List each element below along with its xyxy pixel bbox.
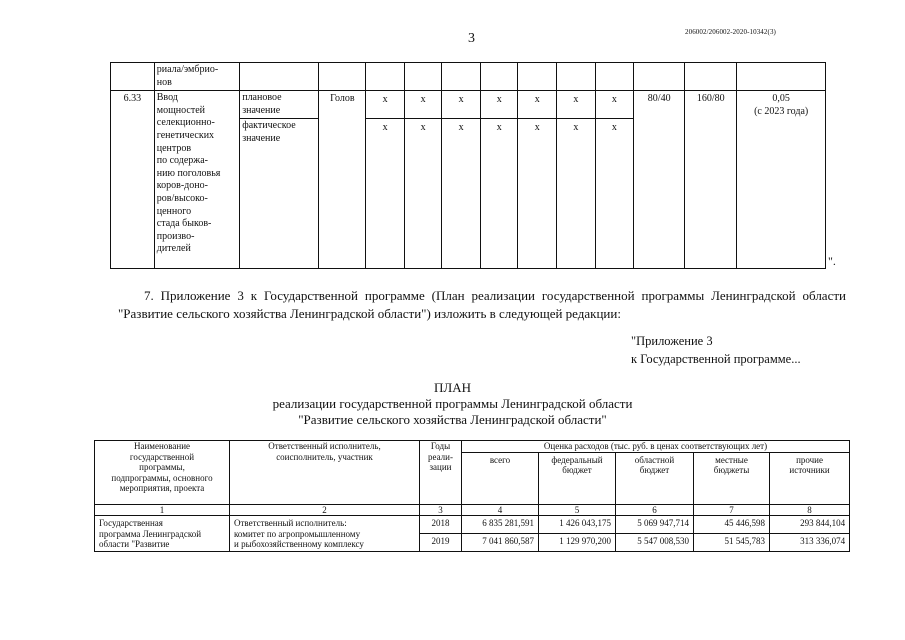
regional-cell: 5 069 947,714 xyxy=(616,516,694,534)
appendix-line-2: к Государственной программе... xyxy=(631,351,801,366)
column-number-row xyxy=(95,504,850,516)
table-row xyxy=(111,63,826,91)
value-a: 80/40 xyxy=(634,91,685,269)
appendix-line-1: "Приложение 3 xyxy=(631,334,713,348)
column-number: 4 xyxy=(462,504,539,516)
x-mark: х xyxy=(557,119,596,269)
row-number: 6.33 xyxy=(111,91,155,269)
plan-subtitle: реализации государственной программы Ленинградской области xyxy=(272,396,633,411)
column-number: 1 xyxy=(95,504,230,516)
fact-label: фактическое значение xyxy=(240,119,319,269)
plan-program-name: "Развитие сельского хозяйства Ленинградской области" xyxy=(298,412,607,427)
program-name: Государственная программа Ленинградской области "Развитие xyxy=(95,516,230,552)
value-b: 160/80 xyxy=(685,91,737,269)
x-mark: х xyxy=(442,91,481,119)
year-cell: 2018 xyxy=(420,516,462,534)
x-mark: х xyxy=(518,91,557,119)
table-row xyxy=(95,516,850,534)
amendment-paragraph: 7. Приложение 3 к Государственной программе (План реализации государственной программы Ленинградской области "Развитие сельского хозяйства Ленинградской области") изложить в следующей редакции: xyxy=(118,288,846,321)
x-mark: х xyxy=(595,91,634,119)
column-number: 3 xyxy=(420,504,462,516)
continued-cell: риала/эмбрио- нов xyxy=(154,63,239,91)
header-name: Наименование государственной программы, подпрограммы, основного мероприятия, проекта xyxy=(95,441,230,505)
column-number: 5 xyxy=(539,504,616,516)
unit-cell: Голов xyxy=(319,91,366,269)
plan-table xyxy=(94,440,850,552)
x-mark: х xyxy=(404,119,442,269)
federal-cell: 1 426 043,175 xyxy=(539,516,616,534)
responsible-executor: Ответственный исполнитель: комитет по агропромышленному и рыбохозяйственному комплексу xyxy=(230,516,420,552)
table-header-row xyxy=(95,441,850,453)
x-mark: х xyxy=(518,119,557,269)
x-mark: х xyxy=(557,91,596,119)
x-mark: х xyxy=(595,119,634,269)
plan-title: ПЛАН xyxy=(434,380,471,395)
x-mark: х xyxy=(404,91,442,119)
document-code: 206002/206002-2020-10342(3) xyxy=(685,28,776,36)
indicator-name: Ввод мощностей селекционно- генетических центров по содержа- нию поголовья коров-доно- ров/высоко- ценного стада быков- произво- дителей xyxy=(154,91,239,269)
other-cell: 293 844,104 xyxy=(770,516,850,534)
column-number: 7 xyxy=(694,504,770,516)
column-number: 8 xyxy=(770,504,850,516)
x-mark: х xyxy=(442,119,481,269)
total-cell: 7 041 860,587 xyxy=(462,534,539,552)
final-value: 0,05 (с 2023 года) xyxy=(737,91,826,269)
x-mark: х xyxy=(366,91,405,119)
regional-cell: 5 547 008,530 xyxy=(616,534,694,552)
header-years: Годы реали- зации xyxy=(420,441,462,505)
header-other: прочие источники xyxy=(770,452,850,504)
x-mark: х xyxy=(480,119,518,269)
other-cell: 313 336,074 xyxy=(770,534,850,552)
page-number: 3 xyxy=(468,31,475,46)
local-cell: 45 446,598 xyxy=(694,516,770,534)
total-cell: 6 835 281,591 xyxy=(462,516,539,534)
column-number: 2 xyxy=(230,504,420,516)
x-mark: х xyxy=(366,119,405,269)
header-local: местные бюджеты xyxy=(694,452,770,504)
indicator-table xyxy=(110,62,826,269)
header-responsible: Ответственный исполнитель, соисполнитель, участник xyxy=(230,441,420,505)
header-cost-estimate: Оценка расходов (тыс. руб. в ценах соответствующих лет) xyxy=(462,441,850,453)
plan-label: плановое значение xyxy=(240,91,319,119)
header-regional: областной бюджет xyxy=(616,452,694,504)
x-mark: х xyxy=(480,91,518,119)
year-cell: 2019 xyxy=(420,534,462,552)
column-number: 6 xyxy=(616,504,694,516)
closing-quote: ". xyxy=(828,254,836,268)
header-total: всего xyxy=(462,452,539,504)
local-cell: 51 545,783 xyxy=(694,534,770,552)
federal-cell: 1 129 970,200 xyxy=(539,534,616,552)
appendix-reference xyxy=(631,333,801,368)
table-row xyxy=(111,91,826,119)
header-federal: федеральный бюджет xyxy=(539,452,616,504)
